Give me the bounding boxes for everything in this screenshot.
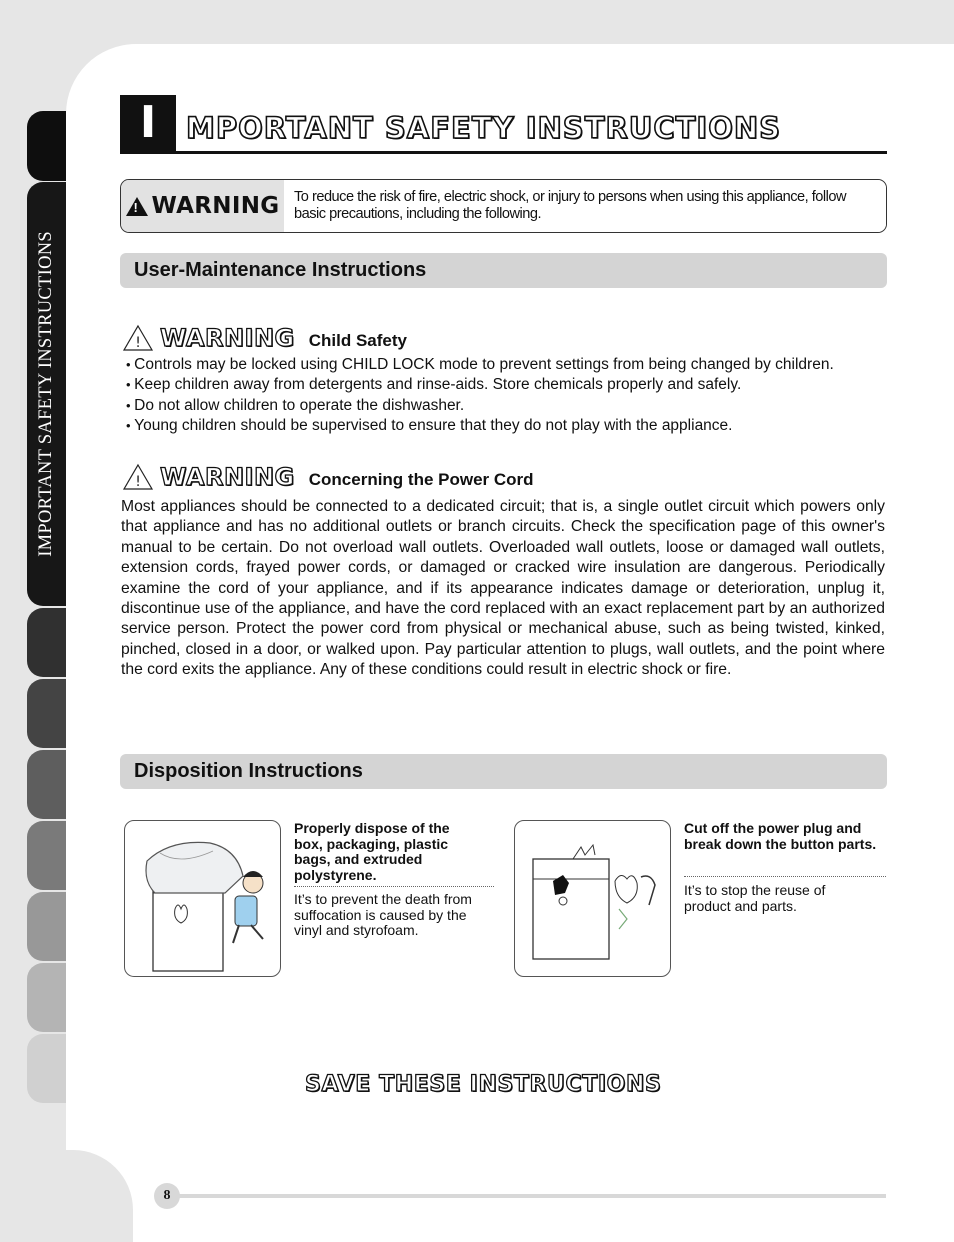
section-header-maintenance	[120, 253, 887, 288]
child-safety-title: Child Safety	[308, 331, 407, 350]
side-tab-9	[27, 1034, 66, 1103]
warning-triangle-icon	[126, 197, 148, 216]
title-text: MPORTANT SAFETY INSTRUCTIONS	[186, 111, 782, 145]
divider	[294, 886, 494, 887]
side-tab-4	[27, 679, 66, 748]
section-title: User-Maintenance Instructions	[134, 259, 427, 281]
section-title: Disposition Instructions	[134, 760, 363, 782]
page-title	[120, 95, 887, 154]
caution-triangle-icon	[122, 324, 154, 352]
side-tab-safety	[27, 182, 66, 606]
power-plug-illustration	[514, 820, 671, 977]
power-cord-title: Concerning the Power Cord	[308, 470, 534, 489]
side-tab-1	[27, 111, 66, 181]
caution-triangle-icon	[122, 463, 154, 491]
card-title: Cut off the power plug and break down the button parts.	[684, 820, 877, 852]
list-item: • Young children should be supervised to ensure that they do not play with the appliance.	[126, 416, 886, 436]
list-item: • Do not allow children to operate the dishwasher.	[126, 396, 886, 416]
side-tab-3	[27, 608, 66, 677]
list-item: • Keep children away from detergents and rinse-aids. Store chemicals properly and safely.	[126, 375, 886, 395]
power-cord-heading	[122, 461, 534, 493]
card-text: It’s to stop the reuse of product and parts.	[684, 882, 826, 914]
side-tab-6	[27, 821, 66, 890]
section-header-disposition	[120, 754, 887, 789]
warning-word: WARNING	[160, 324, 295, 352]
warning-text: To reduce the risk of fire, electric shock, or injury to persons when using this appliance, follow basic precautions, including the following.	[284, 180, 886, 232]
footer-rule	[178, 1194, 886, 1198]
side-tab-7	[27, 892, 66, 961]
card-text: It’s to prevent the death from suffocation is caused by the vinyl and styrofoam.	[294, 891, 472, 938]
warning-box	[120, 179, 887, 233]
child-safety-list	[126, 355, 886, 436]
warning-label	[121, 180, 284, 232]
svg-text:!: !	[135, 474, 141, 490]
warning-word: WARNING	[160, 463, 295, 491]
divider	[684, 876, 886, 877]
save-instructions-heading: SAVE THESE INSTRUCTIONS	[305, 1072, 662, 1097]
side-tab-label: IMPORTANT SAFETY INSTRUCTIONS	[36, 231, 56, 557]
power-cord-paragraph: Most appliances should be connected to a dedicated circuit; that is, a single outlet circuit which powers only that appliance and has no additional outlets or branch circuits. Check the specification page of this owner's manual to be certain. Do not overload wall outlets. Overloaded wall outlets, loose or damaged wall outlets, extension cords, frayed power cords, or damaged or cracked wire insulation are dangerous. Periodically examine the cord of your appliance, and if its appearance indicates damage or deterioration, unplug it, discontinue use of the appliance, and have the cord replaced with an exact replacement part by an authorized service person. Protect the power cord from physical or mechanical abuse, such as being twisted, kinked, pinched, closed in a door, or walked upon. Pay particular attention to plugs, wall outlets, and the point where the cord exits the appliance. Any of these conditions could result in electric shock or fire.	[121, 498, 885, 679]
title-initial: I	[120, 95, 176, 151]
side-tab-5	[27, 750, 66, 819]
packaging-illustration	[124, 820, 281, 977]
card-title: Properly dispose of the box, packaging, plastic bags, and extruded polystyrene.	[294, 820, 450, 883]
list-item: • Controls may be locked using CHILD LOCK mode to prevent settings from being changed by children.	[126, 355, 886, 375]
side-tab-8	[27, 963, 66, 1032]
child-safety-heading	[122, 322, 407, 354]
warning-word: WARNING	[151, 193, 280, 219]
svg-text:!: !	[135, 335, 141, 351]
page-number: 8	[154, 1183, 180, 1209]
